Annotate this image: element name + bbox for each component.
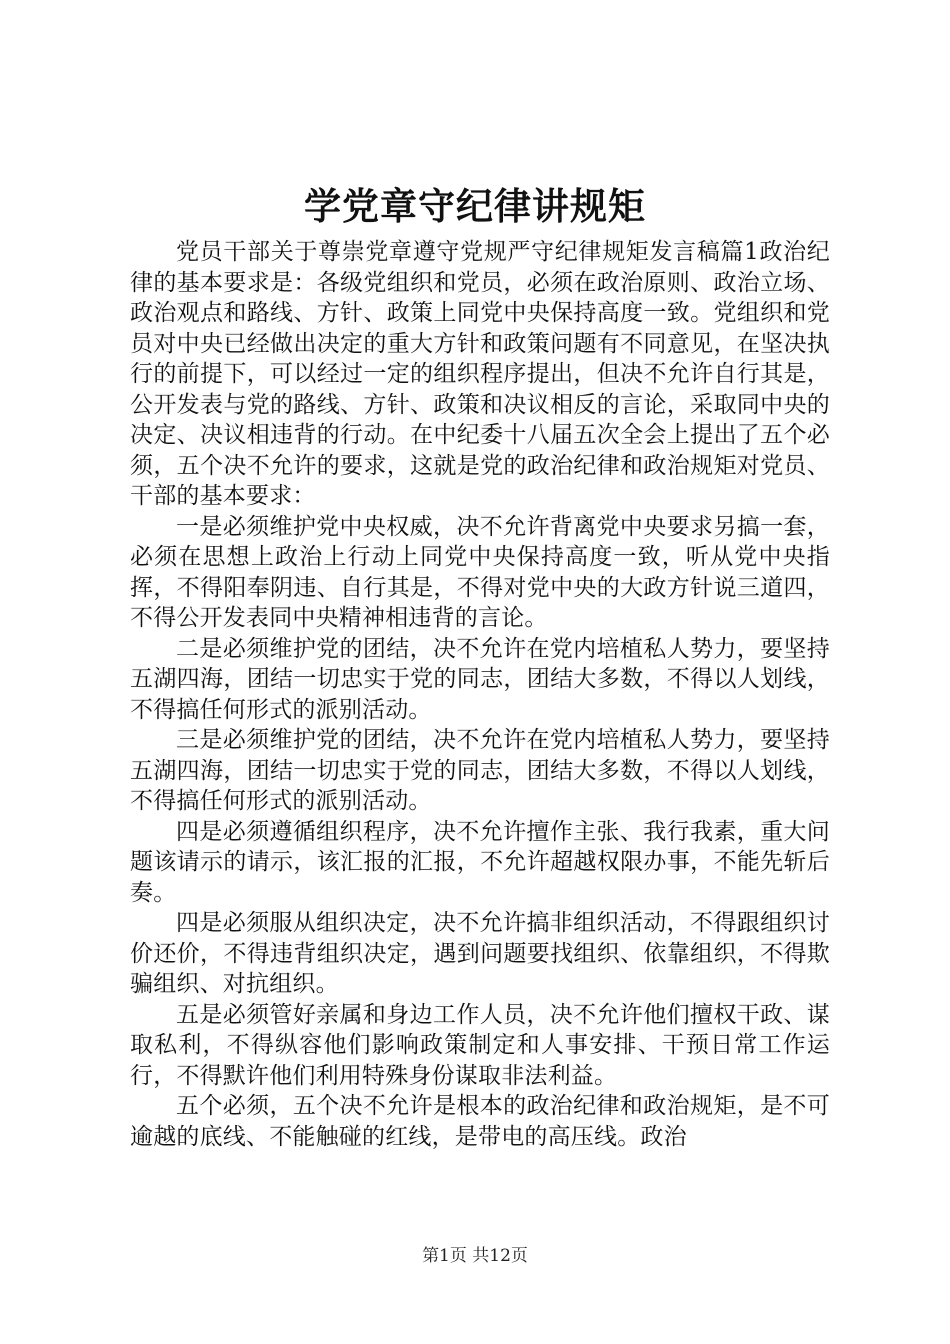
document-title: 学党章守纪律讲规矩 (304, 184, 646, 228)
paragraph-4: 三是必须维护党的团结，决不允许在党内培植私人势力，要坚持五湖四海，团结一切忠实于党的同志，团结大多数，不得以人划线，不得搞任何形式的派别活动。 (130, 727, 830, 814)
document-body (130, 237, 830, 1152)
paragraph-7: 五是必须管好亲属和身边工作人员，决不允许他们擅权干政、谋取私利，不得纵容他们影响政策制定和人事安排、干预日常工作运行，不得默许他们利用特殊身份谋取非法利益。 (130, 1001, 830, 1089)
paragraph-2: 一是必须维护党中央权威，决不允许背离党中央要求另搞一套，必须在思想上政治上行动上同党中央保持高度一致，听从党中央指挥，不得阳奉阴违、自行其是，不得对党中央的大政方针说三道四，不得公开发表同中央精神相违背的言论。 (130, 513, 830, 631)
paragraph-5: 四是必须遵循组织程序，决不允许擅作主张、我行我素，重大问题该请示的请示，该汇报的汇报，不允许超越权限办事，不能先斩后奏。 (130, 818, 830, 906)
paragraph-1: 党员干部关于尊崇党章遵守党规严守纪律规矩发言稿篇1政治纪律的基本要求是：各级党组织和党员，必须在政治原则、政治立场、政治观点和路线、方针、政策上同党中央保持高度一致。党组织和党员对中央已经做出决定的重大方针和政策问题有不同意见，在坚决执行的前提下，可以经过一定的组织程序提出，但决不允许自行其是，公开发表与党的路线、方针、政策和决议相反的言论，采取同中央的决定、决议相违背的行动。在中纪委十八届五次全会上提出了五个必须，五个决不允许的要求，这就是党的政治纪律和政治规矩对党员、干部的基本要求： (130, 239, 830, 509)
page-footer: 第1页 共12页 (422, 1246, 528, 1266)
paragraph-8: 五个必须，五个决不允许是根本的政治纪律和政治规矩，是不可逾越的底线、不能触碰的红线，是带电的高压线。政治 (130, 1093, 830, 1150)
paragraph-6: 四是必须服从组织决定，决不允许搞非组织活动，不得跟组织讨价还价，不得违背组织决定，遇到问题要找组织、依靠组织，不得欺骗组织、对抗组织。 (130, 910, 830, 997)
paragraph-3: 二是必须维护党的团结，决不允许在党内培植私人势力，要坚持五湖四海，团结一切忠实于党的同志，团结大多数，不得以人划线，不得搞任何形式的派别活动。 (130, 635, 830, 723)
